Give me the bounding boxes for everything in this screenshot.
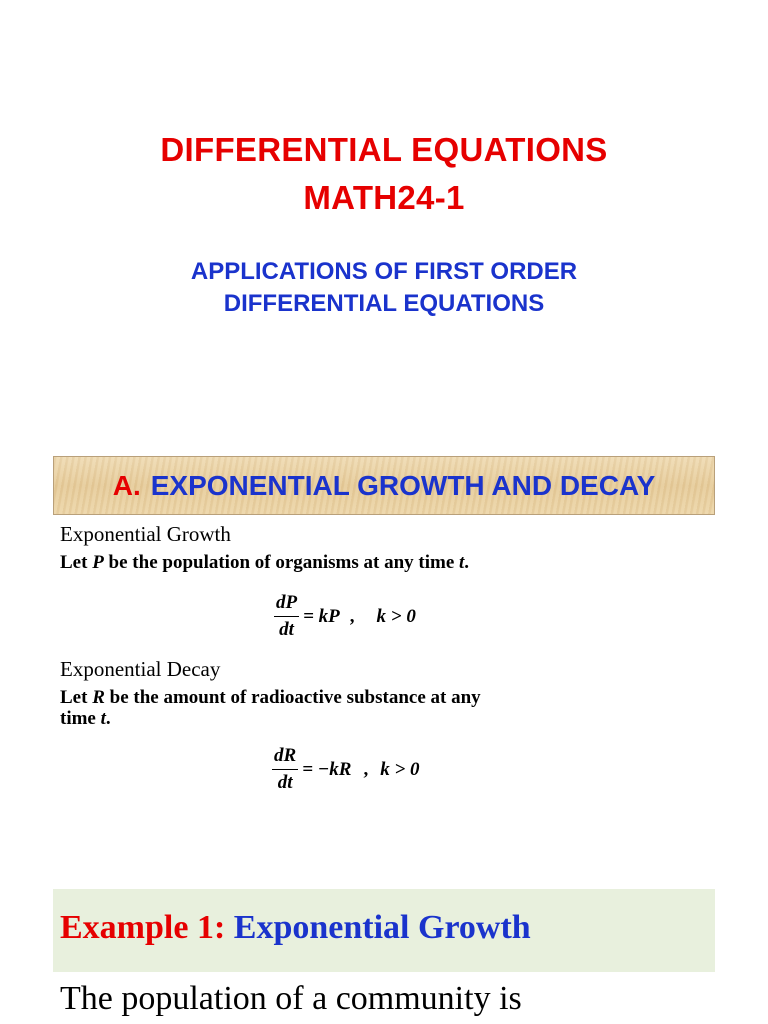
page-subtitle-line2: DIFFERENTIAL EQUATIONS — [223, 290, 545, 317]
growth-description: Let P be the population of organisms at any time t. — [60, 552, 470, 573]
example-text: The population of a community is — [60, 980, 522, 1017]
page-title-line1: DIFFERENTIAL EQUATIONS — [160, 131, 608, 168]
example-title: Exponential Growth — [233, 909, 531, 946]
example-heading — [60, 909, 531, 947]
example-label: Example 1: — [60, 909, 226, 946]
decay-label: Exponential Decay — [60, 657, 221, 681]
page-title-course-code: MATH24-1 — [303, 179, 465, 216]
section-banner — [53, 456, 715, 515]
decay-description: Let R be the amount of radioactive substance at any time t. — [60, 687, 481, 729]
growth-label: Exponential Growth — [60, 522, 231, 546]
section-letter: A. — [112, 469, 141, 501]
decay-equation: $\frac{dR}{dt}$ = −kR , k > 0 — [274, 745, 420, 793]
growth-fraction: $\frac{dP}{dt}$ — [276, 592, 298, 640]
growth-equation: $\frac{dP}{dt}$ = kP , k > 0 — [276, 592, 416, 640]
decay-fraction: $\frac{dR}{dt}$ — [274, 745, 297, 793]
section-heading: EXPONENTIAL GROWTH AND DECAY — [150, 469, 656, 501]
page-subtitle-line1: APPLICATIONS OF FIRST ORDER — [190, 258, 578, 285]
